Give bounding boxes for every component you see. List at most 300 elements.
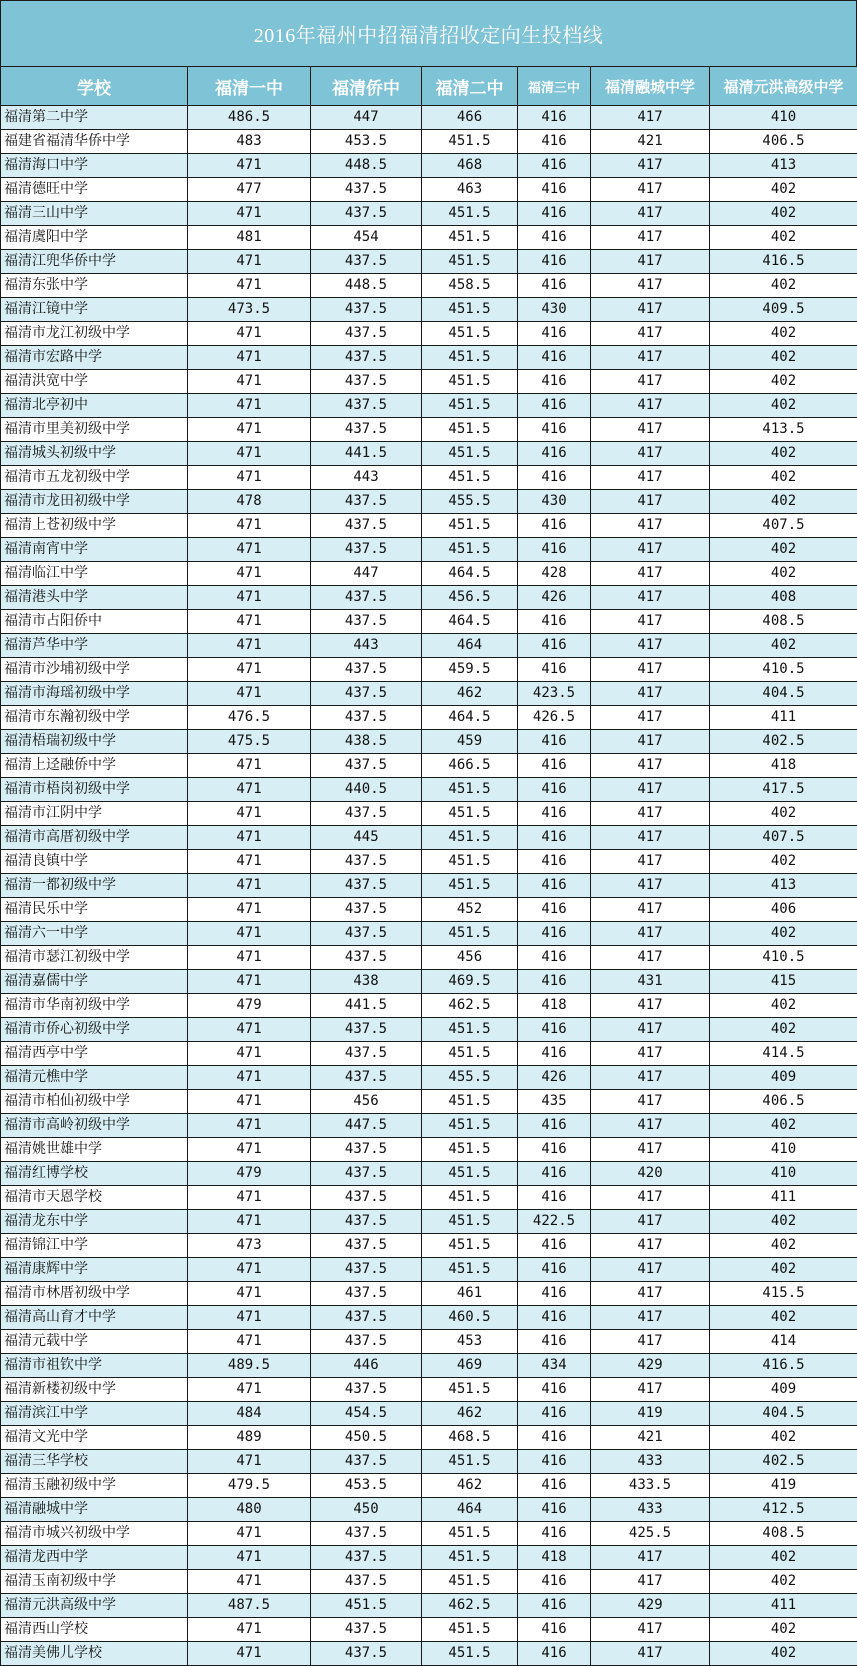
fuqing-no1-score-cell: 479 xyxy=(188,1162,311,1186)
fuqing-no3-score-cell: 416 xyxy=(518,370,591,394)
rongcheng-score-cell: 417 xyxy=(591,778,710,802)
fuqing-qiaozhong-score-cell: 437.5 xyxy=(311,946,422,970)
rongcheng-score-cell: 417 xyxy=(591,202,710,226)
fuqing-no2-score-cell: 451.5 xyxy=(422,1642,518,1666)
fuqing-no1-score-cell: 479.5 xyxy=(188,1474,311,1498)
rongcheng-score-cell: 417 xyxy=(591,754,710,778)
school-name-cell: 福清上迳融侨中学 xyxy=(1,754,188,778)
fuqing-no2-score-cell: 451.5 xyxy=(422,442,518,466)
school-name-cell: 福清玉南初级中学 xyxy=(1,1570,188,1594)
fuqing-no2-score-cell: 451.5 xyxy=(422,874,518,898)
fuqing-no1-score-cell: 489.5 xyxy=(188,1354,311,1378)
fuqing-qiaozhong-score-cell: 437.5 xyxy=(311,178,422,202)
fuqing-no1-score-cell: 471 xyxy=(188,1546,311,1570)
yuanhong-score-cell: 402 xyxy=(710,1546,857,1570)
fuqing-no3-score-cell: 416 xyxy=(518,1018,591,1042)
rongcheng-score-cell: 417 xyxy=(591,634,710,658)
fuqing-qiaozhong-score-cell: 454 xyxy=(311,226,422,250)
school-name-cell: 福清市城兴初级中学 xyxy=(1,1522,188,1546)
fuqing-no1-score-cell: 471 xyxy=(188,1114,311,1138)
fuqing-no3-score-cell: 426.5 xyxy=(518,706,591,730)
fuqing-no2-score-cell: 451.5 xyxy=(422,1546,518,1570)
fuqing-qiaozhong-score-cell: 448.5 xyxy=(311,154,422,178)
school-name-cell: 福清市五龙初级中学 xyxy=(1,466,188,490)
fuqing-qiaozhong-score-cell: 443 xyxy=(311,634,422,658)
fuqing-no2-score-cell: 462 xyxy=(422,1474,518,1498)
yuanhong-score-cell: 402 xyxy=(710,322,857,346)
table-row xyxy=(1,490,857,514)
school-name-cell: 福清一都初级中学 xyxy=(1,874,188,898)
fuqing-no2-score-cell: 466.5 xyxy=(422,754,518,778)
yuanhong-score-cell: 402 xyxy=(710,490,857,514)
fuqing-no3-score-cell: 416 xyxy=(518,1570,591,1594)
fuqing-no1-score-cell: 481 xyxy=(188,226,311,250)
fuqing-qiaozhong-score-cell: 437.5 xyxy=(311,1066,422,1090)
yuanhong-score-cell: 402 xyxy=(710,634,857,658)
fuqing-no3-score-cell: 416 xyxy=(518,1474,591,1498)
fuqing-no1-score-cell: 471 xyxy=(188,538,311,562)
table-row xyxy=(1,1570,857,1594)
rongcheng-score-cell: 417 xyxy=(591,298,710,322)
school-name-cell: 福清江镜中学 xyxy=(1,298,188,322)
fuqing-qiaozhong-score-cell: 437.5 xyxy=(311,586,422,610)
fuqing-no1-score-cell: 471 xyxy=(188,658,311,682)
fuqing-qiaozhong-score-cell: 445 xyxy=(311,826,422,850)
rongcheng-score-cell: 417 xyxy=(591,586,710,610)
yuanhong-score-cell: 413 xyxy=(710,874,857,898)
fuqing-no3-score-cell: 416 xyxy=(518,442,591,466)
fuqing-no1-score-cell: 471 xyxy=(188,202,311,226)
rongcheng-score-cell: 417 xyxy=(591,1066,710,1090)
table-row xyxy=(1,730,857,754)
table-row xyxy=(1,298,857,322)
rongcheng-score-cell: 417 xyxy=(591,322,710,346)
fuqing-no2-score-cell: 451.5 xyxy=(422,394,518,418)
fuqing-qiaozhong-score-cell: 447 xyxy=(311,562,422,586)
column-header-fuqing-qiaozhong: 福清侨中 xyxy=(311,67,422,106)
fuqing-qiaozhong-score-cell: 437.5 xyxy=(311,874,422,898)
fuqing-qiaozhong-score-cell: 437.5 xyxy=(311,250,422,274)
fuqing-no2-score-cell: 451.5 xyxy=(422,1186,518,1210)
school-name-cell: 福清元载中学 xyxy=(1,1330,188,1354)
fuqing-no1-score-cell: 471 xyxy=(188,970,311,994)
school-name-cell: 福清临江中学 xyxy=(1,562,188,586)
fuqing-no3-score-cell: 416 xyxy=(518,466,591,490)
school-name-cell: 福清洪宽中学 xyxy=(1,370,188,394)
school-name-cell: 福清东张中学 xyxy=(1,274,188,298)
yuanhong-score-cell: 402 xyxy=(710,850,857,874)
table-row xyxy=(1,826,857,850)
fuqing-no2-score-cell: 468.5 xyxy=(422,1426,518,1450)
fuqing-qiaozhong-score-cell: 448.5 xyxy=(311,274,422,298)
fuqing-qiaozhong-score-cell: 437.5 xyxy=(311,1642,422,1666)
column-header-school: 学校 xyxy=(1,67,188,106)
fuqing-qiaozhong-score-cell: 453.5 xyxy=(311,130,422,154)
school-name-cell: 福清北亭初中 xyxy=(1,394,188,418)
fuqing-no3-score-cell: 416 xyxy=(518,394,591,418)
fuqing-no3-score-cell: 416 xyxy=(518,346,591,370)
fuqing-no3-score-cell: 416 xyxy=(518,946,591,970)
fuqing-no3-score-cell: 430 xyxy=(518,298,591,322)
school-name-cell: 福清江兜华侨中学 xyxy=(1,250,188,274)
yuanhong-score-cell: 409 xyxy=(710,1066,857,1090)
fuqing-no1-score-cell: 486.5 xyxy=(188,106,311,130)
yuanhong-score-cell: 402 xyxy=(710,802,857,826)
table-row xyxy=(1,226,857,250)
admission-score-table xyxy=(0,66,857,1666)
fuqing-qiaozhong-score-cell: 437.5 xyxy=(311,1258,422,1282)
rongcheng-score-cell: 417 xyxy=(591,730,710,754)
table-row xyxy=(1,1546,857,1570)
table-row xyxy=(1,970,857,994)
fuqing-no2-score-cell: 451.5 xyxy=(422,850,518,874)
yuanhong-score-cell: 402 xyxy=(710,1306,857,1330)
table-row xyxy=(1,178,857,202)
yuanhong-score-cell: 408 xyxy=(710,586,857,610)
table-row xyxy=(1,1522,857,1546)
fuqing-no2-score-cell: 451.5 xyxy=(422,1522,518,1546)
fuqing-qiaozhong-score-cell: 437.5 xyxy=(311,1138,422,1162)
rongcheng-score-cell: 419 xyxy=(591,1402,710,1426)
header-row xyxy=(1,67,857,106)
fuqing-no2-score-cell: 451.5 xyxy=(422,778,518,802)
fuqing-no2-score-cell: 451.5 xyxy=(422,130,518,154)
fuqing-no1-score-cell: 471 xyxy=(188,1642,311,1666)
fuqing-no1-score-cell: 471 xyxy=(188,1090,311,1114)
fuqing-no2-score-cell: 462.5 xyxy=(422,994,518,1018)
rongcheng-score-cell: 420 xyxy=(591,1162,710,1186)
table-row xyxy=(1,346,857,370)
fuqing-qiaozhong-score-cell: 437.5 xyxy=(311,490,422,514)
fuqing-no2-score-cell: 451.5 xyxy=(422,202,518,226)
yuanhong-score-cell: 407.5 xyxy=(710,514,857,538)
fuqing-no3-score-cell: 416 xyxy=(518,178,591,202)
fuqing-no3-score-cell: 416 xyxy=(518,514,591,538)
yuanhong-score-cell: 413.5 xyxy=(710,418,857,442)
rongcheng-score-cell: 417 xyxy=(591,706,710,730)
school-name-cell: 福清西亭中学 xyxy=(1,1042,188,1066)
fuqing-no2-score-cell: 451.5 xyxy=(422,538,518,562)
rongcheng-score-cell: 417 xyxy=(591,274,710,298)
table-row xyxy=(1,1282,857,1306)
yuanhong-score-cell: 409 xyxy=(710,1378,857,1402)
rongcheng-score-cell: 417 xyxy=(591,1186,710,1210)
yuanhong-score-cell: 402 xyxy=(710,442,857,466)
fuqing-no2-score-cell: 451.5 xyxy=(422,1138,518,1162)
fuqing-qiaozhong-score-cell: 437.5 xyxy=(311,202,422,226)
school-name-cell: 福清市梧岗初级中学 xyxy=(1,778,188,802)
fuqing-no3-score-cell: 418 xyxy=(518,994,591,1018)
rongcheng-score-cell: 425.5 xyxy=(591,1522,710,1546)
fuqing-qiaozhong-score-cell: 437.5 xyxy=(311,418,422,442)
yuanhong-score-cell: 409.5 xyxy=(710,298,857,322)
yuanhong-score-cell: 402 xyxy=(710,226,857,250)
fuqing-no3-score-cell: 428 xyxy=(518,562,591,586)
yuanhong-score-cell: 406.5 xyxy=(710,1090,857,1114)
fuqing-qiaozhong-score-cell: 437.5 xyxy=(311,754,422,778)
rongcheng-score-cell: 417 xyxy=(591,1282,710,1306)
fuqing-no3-score-cell: 426 xyxy=(518,1066,591,1090)
fuqing-no2-score-cell: 458.5 xyxy=(422,274,518,298)
table-row xyxy=(1,370,857,394)
fuqing-no2-score-cell: 455.5 xyxy=(422,490,518,514)
fuqing-no1-score-cell: 473.5 xyxy=(188,298,311,322)
school-name-cell: 福清市瑟江初级中学 xyxy=(1,946,188,970)
rongcheng-score-cell: 421 xyxy=(591,130,710,154)
table-row xyxy=(1,1066,857,1090)
fuqing-no1-score-cell: 471 xyxy=(188,1570,311,1594)
fuqing-no1-score-cell: 484 xyxy=(188,1402,311,1426)
fuqing-no1-score-cell: 471 xyxy=(188,826,311,850)
rongcheng-score-cell: 417 xyxy=(591,802,710,826)
school-name-cell: 福清市龙田初级中学 xyxy=(1,490,188,514)
table-row xyxy=(1,1642,857,1666)
table-row xyxy=(1,1234,857,1258)
fuqing-no1-score-cell: 471 xyxy=(188,1450,311,1474)
fuqing-qiaozhong-score-cell: 437.5 xyxy=(311,346,422,370)
school-name-cell: 福清芦华中学 xyxy=(1,634,188,658)
fuqing-qiaozhong-score-cell: 441.5 xyxy=(311,994,422,1018)
column-header-fuqing-no1: 福清一中 xyxy=(188,67,311,106)
fuqing-qiaozhong-score-cell: 437.5 xyxy=(311,322,422,346)
table-row xyxy=(1,1306,857,1330)
school-name-cell: 福清城头初级中学 xyxy=(1,442,188,466)
yuanhong-score-cell: 419 xyxy=(710,1474,857,1498)
school-name-cell: 福清玉融初级中学 xyxy=(1,1474,188,1498)
table-row xyxy=(1,1186,857,1210)
school-name-cell: 福清文光中学 xyxy=(1,1426,188,1450)
fuqing-no3-score-cell: 430 xyxy=(518,490,591,514)
fuqing-no1-score-cell: 471 xyxy=(188,1186,311,1210)
yuanhong-score-cell: 402 xyxy=(710,562,857,586)
table-row xyxy=(1,802,857,826)
rongcheng-score-cell: 417 xyxy=(591,1090,710,1114)
fuqing-no3-score-cell: 416 xyxy=(518,106,591,130)
rongcheng-score-cell: 417 xyxy=(591,538,710,562)
fuqing-no2-score-cell: 451.5 xyxy=(422,250,518,274)
school-name-cell: 福清德旺中学 xyxy=(1,178,188,202)
table-row xyxy=(1,610,857,634)
table-row xyxy=(1,442,857,466)
rongcheng-score-cell: 417 xyxy=(591,1258,710,1282)
school-name-cell: 福清市龙江初级中学 xyxy=(1,322,188,346)
rongcheng-score-cell: 417 xyxy=(591,658,710,682)
fuqing-no3-score-cell: 416 xyxy=(518,1522,591,1546)
fuqing-no1-score-cell: 471 xyxy=(188,850,311,874)
fuqing-no3-score-cell: 416 xyxy=(518,1618,591,1642)
fuqing-no3-score-cell: 435 xyxy=(518,1090,591,1114)
yuanhong-score-cell: 416.5 xyxy=(710,250,857,274)
yuanhong-score-cell: 402 xyxy=(710,1210,857,1234)
rongcheng-score-cell: 417 xyxy=(591,1330,710,1354)
school-name-cell: 福清南宵中学 xyxy=(1,538,188,562)
school-name-cell: 福清虞阳中学 xyxy=(1,226,188,250)
fuqing-no2-score-cell: 451.5 xyxy=(422,418,518,442)
rongcheng-score-cell: 417 xyxy=(591,226,710,250)
fuqing-qiaozhong-score-cell: 437.5 xyxy=(311,610,422,634)
rongcheng-score-cell: 417 xyxy=(591,1546,710,1570)
fuqing-no3-score-cell: 416 xyxy=(518,1186,591,1210)
yuanhong-score-cell: 402 xyxy=(710,466,857,490)
fuqing-qiaozhong-score-cell: 453.5 xyxy=(311,1474,422,1498)
rongcheng-score-cell: 417 xyxy=(591,346,710,370)
fuqing-qiaozhong-score-cell: 437.5 xyxy=(311,1570,422,1594)
yuanhong-score-cell: 402 xyxy=(710,1426,857,1450)
table-row xyxy=(1,1594,857,1618)
yuanhong-score-cell: 402 xyxy=(710,1570,857,1594)
yuanhong-score-cell: 402 xyxy=(710,1618,857,1642)
table-row xyxy=(1,562,857,586)
table-row xyxy=(1,1162,857,1186)
rongcheng-score-cell: 429 xyxy=(591,1594,710,1618)
yuanhong-score-cell: 402 xyxy=(710,274,857,298)
school-name-cell: 福清嘉儒中学 xyxy=(1,970,188,994)
table-row xyxy=(1,130,857,154)
fuqing-qiaozhong-score-cell: 443 xyxy=(311,466,422,490)
fuqing-no1-score-cell: 489 xyxy=(188,1426,311,1450)
table-row xyxy=(1,466,857,490)
fuqing-no1-score-cell: 479 xyxy=(188,994,311,1018)
fuqing-no1-score-cell: 471 xyxy=(188,1018,311,1042)
fuqing-no2-score-cell: 460.5 xyxy=(422,1306,518,1330)
fuqing-no1-score-cell: 471 xyxy=(188,346,311,370)
fuqing-qiaozhong-score-cell: 446 xyxy=(311,1354,422,1378)
yuanhong-score-cell: 402 xyxy=(710,370,857,394)
fuqing-qiaozhong-score-cell: 437.5 xyxy=(311,1546,422,1570)
fuqing-qiaozhong-score-cell: 437.5 xyxy=(311,1618,422,1642)
fuqing-qiaozhong-score-cell: 447.5 xyxy=(311,1114,422,1138)
fuqing-qiaozhong-score-cell: 451.5 xyxy=(311,1594,422,1618)
school-name-cell: 福清龙东中学 xyxy=(1,1210,188,1234)
fuqing-no3-score-cell: 416 xyxy=(518,1138,591,1162)
fuqing-no2-score-cell: 461 xyxy=(422,1282,518,1306)
school-name-cell: 福清滨江中学 xyxy=(1,1402,188,1426)
table-row xyxy=(1,394,857,418)
fuqing-no1-score-cell: 471 xyxy=(188,1210,311,1234)
fuqing-no2-score-cell: 451.5 xyxy=(422,922,518,946)
fuqing-no3-score-cell: 422.5 xyxy=(518,1210,591,1234)
fuqing-no3-score-cell: 416 xyxy=(518,1306,591,1330)
yuanhong-score-cell: 402 xyxy=(710,1018,857,1042)
fuqing-no1-score-cell: 471 xyxy=(188,802,311,826)
table-row xyxy=(1,322,857,346)
fuqing-no2-score-cell: 451.5 xyxy=(422,826,518,850)
fuqing-no1-score-cell: 471 xyxy=(188,1042,311,1066)
rongcheng-score-cell: 417 xyxy=(591,610,710,634)
fuqing-no1-score-cell: 471 xyxy=(188,1258,311,1282)
yuanhong-score-cell: 410.5 xyxy=(710,946,857,970)
fuqing-no3-score-cell: 416 xyxy=(518,970,591,994)
fuqing-qiaozhong-score-cell: 454.5 xyxy=(311,1402,422,1426)
fuqing-no3-score-cell: 423.5 xyxy=(518,682,591,706)
yuanhong-score-cell: 402 xyxy=(710,1642,857,1666)
fuqing-no1-score-cell: 487.5 xyxy=(188,1594,311,1618)
fuqing-no3-score-cell: 416 xyxy=(518,1162,591,1186)
fuqing-no3-score-cell: 416 xyxy=(518,730,591,754)
fuqing-no1-score-cell: 471 xyxy=(188,1522,311,1546)
school-name-cell: 福清港头中学 xyxy=(1,586,188,610)
school-name-cell: 福清市占阳侨中 xyxy=(1,610,188,634)
fuqing-qiaozhong-score-cell: 437.5 xyxy=(311,682,422,706)
yuanhong-score-cell: 402 xyxy=(710,922,857,946)
school-name-cell: 福清民乐中学 xyxy=(1,898,188,922)
fuqing-no3-score-cell: 416 xyxy=(518,610,591,634)
fuqing-qiaozhong-score-cell: 437.5 xyxy=(311,1234,422,1258)
school-name-cell: 福清市林厝初级中学 xyxy=(1,1282,188,1306)
school-name-cell: 福清姚世雄中学 xyxy=(1,1138,188,1162)
yuanhong-score-cell: 402.5 xyxy=(710,1450,857,1474)
rongcheng-score-cell: 417 xyxy=(591,850,710,874)
rongcheng-score-cell: 417 xyxy=(591,178,710,202)
fuqing-no2-score-cell: 451.5 xyxy=(422,466,518,490)
fuqing-no3-score-cell: 416 xyxy=(518,1042,591,1066)
yuanhong-score-cell: 407.5 xyxy=(710,826,857,850)
fuqing-no2-score-cell: 464 xyxy=(422,1498,518,1522)
fuqing-no1-score-cell: 471 xyxy=(188,874,311,898)
fuqing-no1-score-cell: 471 xyxy=(188,562,311,586)
yuanhong-score-cell: 410.5 xyxy=(710,658,857,682)
fuqing-no1-score-cell: 471 xyxy=(188,250,311,274)
yuanhong-score-cell: 412.5 xyxy=(710,1498,857,1522)
fuqing-no2-score-cell: 455.5 xyxy=(422,1066,518,1090)
rongcheng-score-cell: 417 xyxy=(591,562,710,586)
fuqing-qiaozhong-score-cell: 437.5 xyxy=(311,850,422,874)
fuqing-no3-score-cell: 416 xyxy=(518,1450,591,1474)
table-row xyxy=(1,154,857,178)
fuqing-no3-score-cell: 416 xyxy=(518,1378,591,1402)
fuqing-qiaozhong-score-cell: 437.5 xyxy=(311,1450,422,1474)
fuqing-no2-score-cell: 459 xyxy=(422,730,518,754)
fuqing-no3-score-cell: 416 xyxy=(518,754,591,778)
school-name-cell: 福清梧瑞初级中学 xyxy=(1,730,188,754)
table-row xyxy=(1,1378,857,1402)
school-name-cell: 福清市沙埔初级中学 xyxy=(1,658,188,682)
fuqing-no2-score-cell: 464.5 xyxy=(422,562,518,586)
table-row xyxy=(1,778,857,802)
table-row xyxy=(1,850,857,874)
fuqing-no1-score-cell: 471 xyxy=(188,466,311,490)
fuqing-qiaozhong-score-cell: 456 xyxy=(311,1090,422,1114)
table-row xyxy=(1,1114,857,1138)
fuqing-no2-score-cell: 453 xyxy=(422,1330,518,1354)
fuqing-no2-score-cell: 464.5 xyxy=(422,706,518,730)
yuanhong-score-cell: 415.5 xyxy=(710,1282,857,1306)
yuanhong-score-cell: 402 xyxy=(710,1234,857,1258)
fuqing-no2-score-cell: 451.5 xyxy=(422,1450,518,1474)
table-row xyxy=(1,682,857,706)
fuqing-qiaozhong-score-cell: 437.5 xyxy=(311,298,422,322)
yuanhong-score-cell: 402 xyxy=(710,346,857,370)
school-name-cell: 福清红博学校 xyxy=(1,1162,188,1186)
fuqing-no3-score-cell: 416 xyxy=(518,874,591,898)
yuanhong-score-cell: 410 xyxy=(710,1162,857,1186)
fuqing-no1-score-cell: 471 xyxy=(188,754,311,778)
school-name-cell: 福清市宏路中学 xyxy=(1,346,188,370)
table-row xyxy=(1,634,857,658)
rongcheng-score-cell: 417 xyxy=(591,1114,710,1138)
rongcheng-score-cell: 421 xyxy=(591,1426,710,1450)
fuqing-no2-score-cell: 451.5 xyxy=(422,1162,518,1186)
yuanhong-score-cell: 411 xyxy=(710,1594,857,1618)
fuqing-qiaozhong-score-cell: 437.5 xyxy=(311,370,422,394)
rongcheng-score-cell: 417 xyxy=(591,514,710,538)
fuqing-no3-score-cell: 416 xyxy=(518,658,591,682)
rongcheng-score-cell: 417 xyxy=(591,1018,710,1042)
rongcheng-score-cell: 417 xyxy=(591,1618,710,1642)
rongcheng-score-cell: 417 xyxy=(591,490,710,514)
yuanhong-score-cell: 406 xyxy=(710,898,857,922)
fuqing-no2-score-cell: 451.5 xyxy=(422,1090,518,1114)
